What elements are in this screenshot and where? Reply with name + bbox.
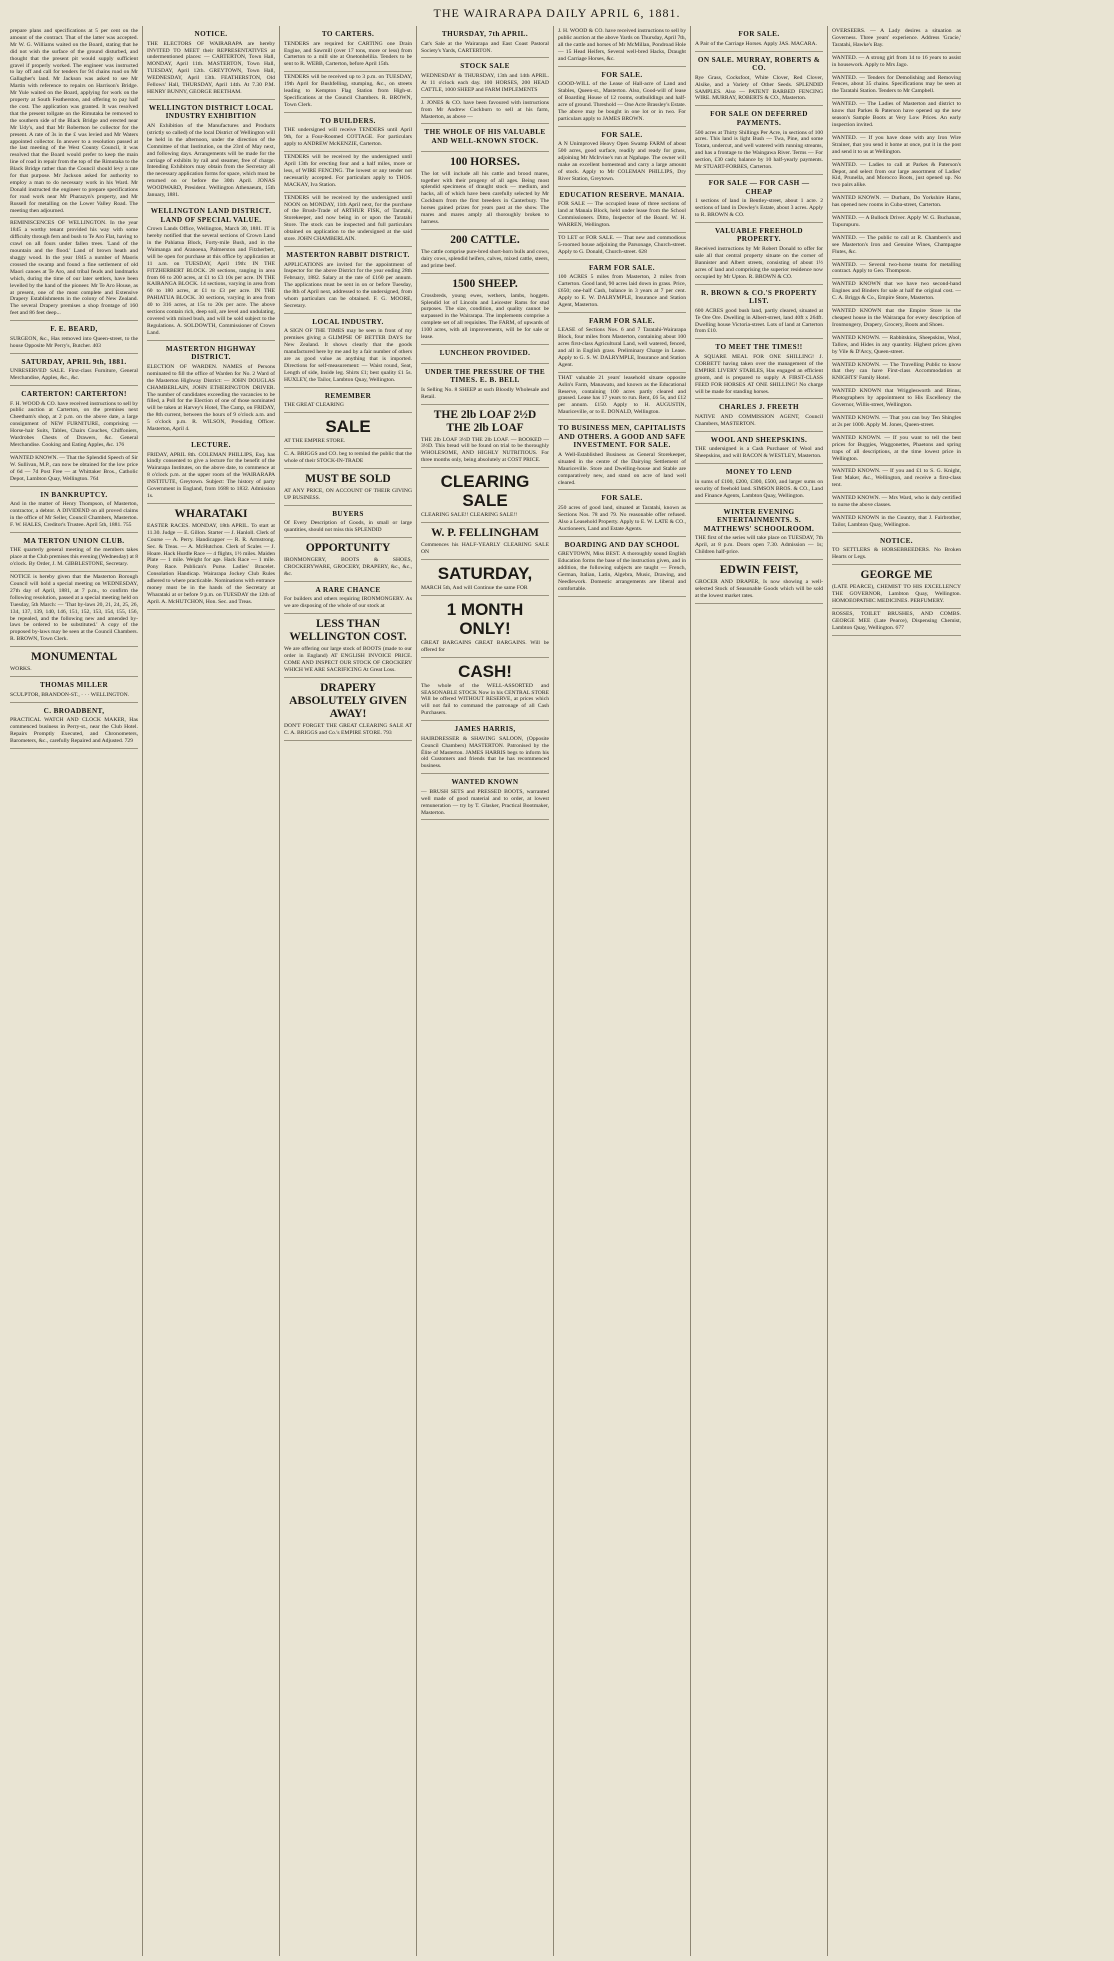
advertisement: [10, 321, 138, 353]
ad-heading: THOMAS MILLER: [39, 681, 109, 690]
ad-body: THE undersigned will receive TENDERS until April 9th, for a Four-Roomed COTTAGE. For particulars apply to ANDREW McKENZIE, Carterton.: [284, 127, 412, 148]
ad-heading: MUST BE SOLD: [305, 472, 391, 485]
advertisement: [10, 453, 138, 487]
ad-body: Is Selling No. 8 SHEEP at such Bloodly Wholesale and Retail.: [421, 386, 549, 400]
advertisement: [421, 58, 549, 97]
ad-heading: TO CARTERS.: [321, 30, 375, 38]
ad-body: Crossbreds, young ewes, wethers, lambs, hoggets. Splendid lot of Lincoln and Leicester Rams for stud purposes. The size, condition, and quality cannot be surpassed in the Wairarapa. The implements comprise a complete set of all requisites. The FARM, of upwards of 1100 acres, with all improvements, will be for sale or lease.: [421, 292, 549, 341]
ad-body: TENDERS will be received up to 3 p.m. on TUESDAY, 19th April for Bushfelling, stumping, &c., on streets leading to Kempton Flag Station from High-st. Specifications at the Council Chambers. R. BROWN, Town Clerk.: [284, 74, 412, 108]
ad-body: TENDERS are required for CARTING one Drain Engine, and Sawmill (over 17 tons, more or less) from Carterton to a mill site at Onetonhelilia. Tenders to be sent to R. WEBB, Carterton, before April 15th.: [284, 40, 412, 68]
advertisement: [284, 538, 412, 582]
ad-body: THE undersigned is a Cash Purchaser of Wool and Sheepskins, and will BACON & WESTLEY, Masterton.: [695, 446, 823, 460]
ad-body: AT ANY PRICE, ON ACCOUNT OF THEIR GIVING UP BUSINESS.: [284, 487, 412, 501]
ad-heading: LECTURE.: [191, 440, 231, 449]
advertisement: [284, 247, 412, 314]
advertisement: [10, 533, 138, 572]
advertisement: [421, 468, 549, 523]
ad-heading: FOR SALE.: [738, 30, 780, 38]
ad-body: WANTED KNOWN that the Empire Store is the cheapest house in the Wairarapa for every description of Ironmongery, Drapery, Grocery, Boots and Shoes.: [832, 308, 961, 328]
advertisement: [421, 596, 549, 658]
ad-body: WANTED KNOWN. — That you can buy Ten Shingles at 2s per 1000. Apply M. Jones, Queen-street.: [832, 414, 961, 428]
advertisement: [284, 152, 412, 193]
ad-body: A Well-Established Business as General Storekeeper, situated in the centre of the Dairying Settlement of Mauriceville. Store and Dwelling-house and Stable are comparatively new, and stand on acre of land well cleared.: [558, 451, 686, 486]
advertisement: [832, 160, 961, 194]
ad-body: WANTED KNOWN that Wrigglesworth and Binns, Photographers by appointment to His Excellency the Governor, Willis-street, Wellington.: [832, 388, 961, 409]
ad-body: ELECTION OF WARDEN. NAMES of Persons nominated to fill the office of Warden for No. 2 Ward of the Masterton Highway District: — JOHN DOUGLAS CHAMBERLAIN, JOHN ETHERINGTON DRIVER. The number of candidates exceeding the vacancies to be filled, a Poll for the Election of one of those nominated will be taken at Harvey's Hotel, The Camp, on FRIDAY, the 8th current, between the hours of 9 o'clock a.m. and 5 o'clock p.m. R. WILSON, Presiding Officer. Masterton, April 4.: [147, 363, 275, 433]
advertisement: [558, 420, 686, 490]
advertisement: [147, 504, 275, 610]
advertisement: [10, 218, 138, 321]
ad-heading: JAMES HARRIS,: [454, 725, 516, 734]
ad-body: J. JONES & CO. have been favoured with instructions from Mr Andrew Cockburn to sell at his farm, Masterton, as above —: [421, 99, 549, 120]
ad-heading: SATURDAY, APRIL 9th, 1881.: [21, 357, 127, 366]
ad-heading: MASTERTON RABBIT DISTRICT.: [286, 250, 410, 259]
advertisement: [421, 98, 549, 125]
ad-body: 250 acres of good land, situated at Taratahi, known as Sections Nos. 78 and 79. No reasonable offer refused. Also a Leasehold Property. Apply to E. W. LATE & CO., Auctioneers, Land and Estate Agents.: [558, 505, 686, 532]
ad-body: WANTED KNOWN. — That the Splendid Speech of Sir W. Sullivan, M.P., can now be obtained for the low price of 6d — 7d Post Free — at Whittaker Bros., Catholic Depot, Lambton Quay, Wellington. 764: [10, 454, 138, 482]
advertisement: [695, 560, 823, 604]
ad-body: THE ELECTORS OF WAIRARAPA are hereby INVITED TO MEET their REPRESENTATIVES at undermentioned places: — CARTERTON, Town Hall, MONDAY, April 11th. MASTERTON, Town Hall, TUESDAY, April 12th. GREYTOWN, Town Hall, WEDNESDAY, April 13th. FEATHERSTON, Old Fellows' Hall, THURSDAY, April 14th. At 7.30 P.M. HENRY BUNNY, GEORGE BEETHAM.: [147, 40, 275, 95]
ad-body: The lot will include all his cattle and brood mares, together with their progeny of all ages. Being most splendid specimens of draught stock — medium, and hacks, all of which have been carefully selected by Mr Cockburn from the first breeders in Canterbury. The horses gained prizes for years past at the show. The mares and mares amply all thoroughly broken to harness.: [421, 170, 549, 225]
column-4: [417, 26, 554, 1956]
ad-body: WANTED KNOWN. — Rabbitskins, Sheepskins, Wool, Tallow, and Hides in any quantity. Highest prices given by Vile & D'Arcy, Queen-street.: [832, 334, 961, 355]
advertisement: [832, 533, 961, 565]
ad-body: And in the matter of Henry Thompson, of Masterton, contractor, a debtor. A DIVIDEND on all proved claims in the office of Mr Seller, Council Chambers, Masterton. F. W. HALES, Creditor's Trustee. April 5th, 1881. 755: [10, 501, 138, 528]
advertisement: [558, 260, 686, 313]
ad-heading: EDWIN FEIST,: [719, 564, 799, 577]
ad-body: A Pair of the Carriage Horses. Apply JAS. MACARA.: [695, 40, 817, 47]
advertisement: [284, 506, 412, 538]
advertisement: [10, 26, 138, 218]
ad-body: TENDERS will be received by the undersigned until NOON on MONDAY, 11th April next, for the purchase of the Brush-Trade of ARTHUR FISK, of Taratahi, Storekeeper, and now being in or upon the Taratahi Store. The stock can be inspected and full particulars obtained on application to the undersigned at the said store. JOHN CHAMBERLAIN.: [284, 194, 412, 243]
advertisement: [284, 469, 412, 506]
ad-body: WANTED KNOWN in the Country, that J. Fairbrother, Tailor, Lambton Quay, Wellington.: [832, 514, 961, 528]
ad-heading: FARM FOR SALE.: [589, 263, 655, 272]
ad-heading: GEORGE ME: [860, 569, 933, 582]
advertisement: [421, 124, 549, 151]
ad-heading: SATURDAY,: [437, 563, 533, 583]
ad-body: Commences his HALF-YEARLY CLEARING SALE ON: [421, 542, 549, 555]
ad-body: in sums of £100, £200, £300, £500, and larger sums on security of freehold land. SIMSON BROS. & CO., Land and Finance Agents, Lambton Quay, Wellington.: [695, 478, 823, 499]
ad-heading: NOTICE.: [194, 30, 228, 38]
column-7: [828, 26, 965, 1956]
ad-body: WANTED. — Ladies to call at Parkes & Paterson's Depot, and select from our large assortment of Ladies' Kid, Prunella, and Morocco Boots, just opened up. No two pairs alike.: [832, 161, 961, 189]
ad-body: A SIGN OF THE TIMES may be seen in front of my premises giving a GLIMPSE OF BETTER DAYS for New Zealand. It shows clearly that the goods manufactured here by me and by a fair number of others are as good value as anything that is imported. Directions for self-measurement: — Waist round, Seat, Length of side, Inside leg. Shirts £1; best quality £1 5s. HUXLEY, the Tailor, Lambton Quay, Wellington.: [284, 328, 412, 383]
ad-body: OVERSEERS. — A Lady desires a situation as Governess. Three years' experience. Address 'Gracie,' Taratahi, Hawke's Bay.: [832, 28, 961, 48]
ad-body: WANTED KNOWN. — The Travelling Public to know that they can have First-class Accommodation at KNIGHTS' Family Hotel.: [832, 361, 961, 382]
advertisement: [10, 677, 138, 703]
ad-body: DON'T FORGET THE GREAT CLEARING SALE AT C. A. BRIGGS and Co.'s EMPIRE STORE. 793: [284, 722, 412, 736]
ad-heading: WELLINGTON DISTRICT LOCAL INDUSTRY EXHIBITION: [148, 103, 274, 121]
advertisement: [284, 388, 412, 414]
advertisement: [147, 341, 275, 437]
ad-body: — BRUSH SETS and PRESSED BOOTS, warranted well made of good material and to order, at lowest remuneration — try by T. Glasker, Practical Bootmaker, Masterton.: [421, 788, 549, 816]
ad-heading: VALUABLE FREEHOLD PROPERTY.: [715, 226, 803, 244]
ad-heading: MA TERTON UNION CLUB.: [23, 536, 125, 545]
ad-body: TENDERS will be received by the undersigned until April 13th for erecting four and a half miles, more or less, of WIRE FENCING. The lowest or any tender not necessarily accepted. For particulars apply to THOS. MACKAY, Iva Station.: [284, 154, 412, 188]
ad-heading: 1 MONTH ONLY!: [446, 599, 524, 638]
advertisement: [695, 52, 823, 107]
advertisement: [10, 647, 138, 677]
ad-body: GOOD-WILL of the Lease of Hall-acre of Land and Stables, Queen-st., Masterton. Also, Good-will of lease of Boarding House of 12 rooms, outbuildings and half-acre of ground. Threshold — One Acre Brassley's Estate. The above may be bought in one lot or in two. For particulars apply to JAMES BROWN.: [558, 81, 686, 122]
advertisement: [832, 565, 961, 609]
ad-heading: LESS THAN WELLINGTON COST.: [289, 618, 407, 644]
ad-body: EASTER RACES. MONDAY, 18th APRIL. To start at 11.30. Judge — E. Gillon. Starter — J. Hanloll. Clerk of Course — A. Perry. Handicapper — R. R. Armstrong. Sec. & Treas. — A. McHutchon. Clerk of Scales — J. Hoare. Hack Hurdle Race — 4 flights, 1½ miles. Maiden Plate — 1 mile. Weight for age. Hack Race — 1 mile. Pony Race. Publican's Purse. Ladies' Bracelet. Consolation Handicap. Wairarapa Jockey Club Rules adhered to where practicable. Nominations with entrance money must be in the hands of the Secretary at Wharataki at or before 9 p.m. on TUESDAY the 12th of April. A. McHUTCHON, Hon. Sec. and Treas.: [147, 522, 275, 605]
ad-body: UNRESERVED SALE. First-class Furniture, General Merchandise, Apples, &c., &c.: [10, 368, 138, 382]
ad-body: CLEARING SALE!! CLEARING SALE!!: [421, 512, 518, 519]
ad-heading: LOCAL INDUSTRY.: [312, 317, 384, 326]
ad-body: THE GREAT CLEARING: [284, 402, 344, 409]
ad-body: A N Unimproved Heavy Open Swamp FARM of about 500 acres, good surface, readily and ready for grass, adjoining Mr McIrvine's run at Ngahape. The owner will make an excellent homestead and carry a large amount of stock. Apply to Mr COLEMAN PHILLIPS, Dry River Station, Greytown.: [558, 141, 686, 182]
ad-body: WANTED. — Tenders for Demolishing and Removing Fences, about 35 chains. Specifications may be seen at the Taratahi Station. Tenders to Mr Campbell.: [832, 74, 961, 95]
ad-heading: MONUMENTAL: [30, 651, 118, 664]
ad-body: C. A. BRIGGS and CO. beg to remind the public that the whole of their STOCK-IN-TRADE: [284, 451, 412, 465]
masthead: THE WAIRARAPA DAILY APRIL 6, 1881.: [433, 6, 681, 20]
ad-heading: FOR SALE.: [601, 70, 643, 79]
advertisement: [832, 99, 961, 133]
advertisement: [558, 537, 686, 597]
ad-heading: WELLINGTON LAND DISTRICT. LAND OF SPECIAL VALUE.: [150, 207, 272, 224]
ad-heading: BOARDING AND DAY SCHOOL: [564, 540, 680, 549]
advertisement: [832, 279, 961, 306]
ad-heading: WANTED KNOWN: [451, 778, 519, 787]
ad-heading: LUNCHEON PROVIDED.: [439, 348, 531, 357]
ad-body: WANTED KNOWN. — Durham, Do Yorkshire Hams, has opened new rooms in Cuba-street, Carterton.: [832, 195, 961, 209]
advertisement: [832, 413, 961, 433]
advertisement: [147, 203, 275, 341]
ad-body: We are offering our large stock of BOOTS (made to our order in England) AT ENGLISH INVOICE PRICE. COME AND INSPECT OUR STOCK OF CROCKERY WHICH WE ARE SACRIFICING At Great Loss.: [284, 646, 412, 673]
ad-heading: FOR SALE.: [601, 494, 643, 503]
ad-body: NOTICE is hereby given that the Masterton Borough Council will hold a special meeting on WEDNESDAY, 27th day of April, 1881, at 7 p.m., to confirm the following resolution, passed at a special meeting held on Tuesday, 5th March: — 'That by-laws 20, 21, 24, 25, 26, 134, 137, 139, 140, 146, 151, 152, 153, 154, 155, 156, be repealed, and the following new and amended by-laws be ordered to be substituted.' A copy of the proposed by-laws may be seen at the Council Chambers. R. BROWN, Town Clerk.: [10, 574, 138, 643]
advertisement: [284, 314, 412, 388]
column-1: [6, 26, 143, 1956]
ad-heading: BUYERS: [332, 509, 364, 518]
advertisement: [284, 193, 412, 247]
advertisement: [695, 432, 823, 464]
ad-body: THE first of the series will take place on TUESDAY, 7th April, at 8 p.m. Doors open 7.30. Admission — 1s; Children half-price.: [695, 535, 823, 556]
advertisement: [284, 72, 412, 113]
ad-body: 500 acres at Thirty Shillings Per Acre, in sections of 100 acres. This land is light Bush — Twa, Pine, and some Totara, undercut, and well watered with running streams, and has a frontage to the Waingawa River. Terms — For section, £30 cash; balance by 10 half-yearly payments. Mr STUART-FORBES, Carterton.: [695, 129, 823, 171]
advertisement: [695, 399, 823, 431]
advertisement: [832, 193, 961, 213]
ad-body: SURGEON, &c., Has removed into Queen-street, to the house Opposite Mr Perry's, Butcher. 403: [10, 335, 138, 349]
ad-heading: DRAPERY ABSOLUTELY GIVEN AWAY!: [289, 681, 407, 720]
advertisement: [558, 313, 686, 373]
ad-body: 1 sections of land in Bentley-street, about 1 acre. 2 sections of land in Dowley's Estate, about 3 acres. Apply to R. BROWN & CO.: [695, 198, 823, 218]
advertisement: [558, 490, 686, 536]
column-6: [691, 26, 828, 1956]
advertisement: [695, 106, 823, 175]
advertisement: [421, 364, 549, 405]
advertisement: [832, 513, 961, 533]
ad-body: THE quarterly general meeting of the members takes place at the Club premises this evening (Wednesday) at 8 o'clock. By Order, J. M. GIBBLESTONE, Secretary.: [10, 547, 139, 568]
ad-body: LEASE of Sections Nos. 6 and 7 Taratahi-Wairarapa Block, four miles from Masterton, containing about 100 acres first-class Agricultural Land, well watered, fenced, and all in English grass. Preliminary Charge in Lease. Apply to G. S. W. DALRYMPLE, Insurance and Station Agent.: [558, 327, 686, 368]
ad-heading: 200 CATTLE.: [450, 233, 520, 246]
advertisement: [147, 437, 275, 504]
advertisement: [832, 260, 961, 280]
column-2: [143, 26, 280, 1956]
advertisement: [832, 73, 961, 100]
ad-body: ROSSES, TOILET BRUSHES, AND COMBS. GEORGE MEE (Late Pearce), Dispensing Chemist, Lambton Quay, Wellington. 677: [832, 610, 961, 631]
ad-body: F. H. WOOD & CO. have received instructions to sell by public auction at Carterton, on the premises next Cheetham's shop, at 2 p.m. on the above date, a large consignment of NEW FURNITURE, comprising — Horse-hair Suits, Tables, Chairs Couches, Chiffoniers, Wardrobes Chests of Drawers, &c. General Merchandise. Cooking and Eating Apples, &c. 176: [10, 400, 138, 448]
ad-heading: WINTER EVENING ENTERTAINMENTS. S. MATTHEWS' SCHOOLROOM.: [703, 507, 815, 533]
ad-heading: STOCK SALE: [460, 62, 510, 71]
column-5: [554, 26, 691, 1956]
advertisement: [421, 345, 549, 364]
ad-body: J. H. WOOD & CO. have received instructions to sell by public auction at the above Yards on Thursday, April 7th, all the cattle and horses of Mr McMillan, Pondroad Hole — 15 Head Heifers, Several well-bred Hacks, Draught and Carriage Horses, &c.: [558, 28, 686, 62]
ad-body: GREAT BARGAINS GREAT BARGAINS. Will be offered for: [421, 639, 549, 653]
ad-body: SCULPTOR, BRANDON-ST., · · · WELLINGTON.: [10, 691, 130, 698]
ad-body: WANTED. — If you have done with any Iron Wire Strainer, that you send it home at once, put it in the post and send it to us at Wellington.: [832, 134, 961, 155]
ad-heading: FARM FOR SALE.: [589, 316, 655, 325]
ad-body: Of Every Description of Goods, in small or large quantities, should not miss this SPLENDID: [284, 520, 412, 534]
advertisement: [832, 333, 961, 360]
ad-body: WANTED. — A Bullock Driver. Apply W. G. Buchanan, Tupurupuru.: [832, 215, 961, 228]
ad-body: prepare plans and specifications at 5 per cent on the amount of the contract. That of the latter was accepted. Mr W. G. Williams waited on the Board, stating that he did not wish the surface of the ground disturbed, and thought that the present pit would supply sufficient gravel if properly worked. The engineer was instructed to lay off and call for tenders for 94 chains road on Mr Gallagher's land. Mr Jackson was asked to see Mr Martin with reference to repairs on Harrison's Bridge. Mr Yule waited on the Board, applying for work on the property at South Featherston, and offering to pay half the cost. The application was granted. It was resolved that the present tollgate on the Rimutaka be removed to the southern side of the Black Bridge and erected near Mr Udy's, and that Mr Robertson be collector for the present. A rate of 3s in the £ was levied and Mr Waters appointed collector. In answer to a resolution passed at the last meeting of the West County Council, it was resolved that the Board would prefer to keep the main line of road in repair from the top of the Rimutaka to the Black Bridge rather than the Council should levy a rate for that purpose. Mr Jackson asked for authority to employ a man to do necessary work in his Ward. Mr Donald instructed the engineer to prepare specifications for road work near Mr Pharazyn's property, and Mr Russell for metalling on the Lower Valley Road. The meeting then adjourned.: [10, 28, 138, 214]
ad-heading: CARTERTON! CARTERTON!: [21, 389, 127, 398]
advertisement: [695, 26, 823, 52]
ad-heading: FOR SALE.: [601, 130, 643, 139]
advertisement: [421, 152, 549, 230]
ad-heading: R. BROWN & CO.'S PROPERTY LIST.: [701, 288, 817, 306]
ad-heading: THE WHOLE OF HIS VALUABLE AND WELL-KNOWN STOCK.: [424, 128, 546, 146]
advertisement: [421, 560, 549, 596]
ad-body: WANTED KNOWN that we have two second-hand Engines and Binders for sale at half the original cost. — C. A. Briggs & Co., Empire Store, Masterton.: [832, 281, 961, 302]
advertisement: [832, 133, 961, 160]
ad-heading: REMEMBER: [324, 391, 372, 400]
ad-body: GREYTOWN, Miss BEST. A thoroughly sound English Education forms the base of the instruction given, and in addition, the following subjects are taught — French, German, Italian, Latin, Algebra, Music, Drawing, and Needlework. Domestic arrangements are liberal and comfortable.: [558, 551, 686, 592]
ad-body: WANTED. — A strong girl from 14 to 16 years to assist in housework. Apply to Mrs Jago.: [832, 54, 961, 68]
ad-heading: UNDER THE PRESSURE OF THE TIMES. E. B. BELL: [424, 367, 546, 385]
advertisement: [421, 658, 549, 722]
advertisement: [284, 113, 412, 152]
ad-body: TO LET or FOR SALE. — That new and commodious 5-roomed house adjoining the Parsonage, Church-street. Apply to G. Donald, Church-street. 628: [558, 234, 686, 255]
ad-body: MARCH 5th, And will Continue the same FOR: [421, 584, 528, 591]
ad-body: Cat's Sale at the Wairarapa and East Coast Pastoral Society's Yards, CARTERTON.: [421, 40, 549, 54]
ad-heading: SALE: [325, 417, 371, 437]
ad-heading: MONEY TO LEND: [725, 468, 793, 477]
ad-heading: F. E. BEARD,: [50, 325, 98, 334]
ad-body: APPLICATIONS are invited for the appointment of Inspector for the above District for the year ending 28th February, 1882. Salary at the rate of £160 per annum. The applications must be sent in on or before Tuesday, the 8th of April next, addressed to the undersigned, from whom particulars can be obtained. F. G. MOORE, Secretary.: [284, 261, 412, 309]
ad-body: AT THE EMPIRE STORE.: [284, 438, 346, 445]
ad-body: REMINISCENCES OF WELLINGTON. In the year 1845 a worthy tenant provided his way with some difficulty through fern and bush to Te Aro Flat, having to crawl on all fours under fallen trees. 'Land of the mountain and the flood.' Land of brown heath and shaggy wood. In the year 1845 a number of Maoris crossed the swamp and found a fine settlement of old Maori canoes at Te Aro, and tribal feuds and landmarks which, during the time of our later settlers, have been levelled by the hand of the pioneer. Mr Te Aro House, as at present, one of the most complete and Extensive Drapery Establishments in the colony of New Zealand. The several Drapery premises a shop frontage of 160 feet and 86 feet deep...: [10, 220, 138, 317]
ad-heading: EDUCATION RESERVE. MANAIA.: [559, 190, 685, 199]
ad-body: GROCER AND DRAPER, Is now showing a well-selected Stock of Seasonable Goods which will be sold at the lowest market rates.: [695, 579, 823, 599]
advertisement: [421, 523, 549, 560]
advertisement: [10, 386, 138, 453]
advertisement: [421, 405, 549, 469]
advertisement: [147, 26, 275, 100]
ad-body: Rye Grass, Cocksfoot, White Clover, Red Clover, Alsike, and a Variety of Other Seeds. SPLENDID SAMPLES. Also — PATENT BARBED FENCING WIRE. MURRAY, ROBERTS & CO., Masterton.: [695, 74, 823, 102]
advertisement: [284, 678, 412, 741]
ad-body: FRIDAY, APRIL 8th. COLEMAN PHILLIPS, Esq. has kindly consented to give a lecture for the benefit of the Wairarapa Institutes, on the above date, to commence at 8 o'clock p.m. at the upper room of the WAIRARAPA INSTITUTE, Greytown. Subject: The history of party Government in England, from 1688 to 1832. Admission 1s.: [147, 451, 275, 499]
ad-body: WANTED KNOWN. — If you and £1 to S. G. Knight, Tent Maker, &c., Wellington, and receive a first-class tent.: [832, 468, 961, 489]
ad-heading: TO BUSINESS MEN, CAPITALISTS AND OTHERS. A GOOD AND SAFE INVESTMENT. FOR SALE.: [558, 424, 686, 450]
advertisement: [832, 386, 961, 413]
advertisement: [421, 230, 549, 274]
advertisement: [10, 572, 138, 647]
ad-heading: W. P. FELLINGHAM: [431, 527, 539, 540]
ad-body: TO SETTLERS & HORSEBREEDERS. No Broken Hearts or Legs.: [832, 547, 961, 561]
ad-body: THAT valuable 21 years' leasehold situate opposite Aslin's Farm, Manawatu, and known as the Educational Reserve, containing 100 acres partly cleared and grassed. Lease has 17 years to run. Rent, £6 5s, and £12 per annum. £150. Apply to H. AUGUSTIN, Mauriceville, or to E. DONALD, Wellington.: [558, 374, 686, 416]
ad-heading: NOTICE.: [880, 536, 913, 545]
advertisement: [832, 53, 961, 73]
ad-body: The cattle comprise pure-bred short-horn bulls and cows, dairy cows, splendid heifers, calves, mixed cattle, steers, and prime beef.: [421, 248, 549, 269]
ad-body: PRACTICAL WATCH AND CLOCK MAKER, Has commenced business in Perry-st., near the Club Hotel. Repairs Promptly Executed, and Chronometers, Barometers, &c., carefully Repaired and Adjusted. 729: [10, 717, 138, 744]
advertisement: [284, 413, 412, 449]
ad-heading: OPPORTUNITY: [305, 542, 391, 555]
ad-body: AN Exhibition of the Manufactures and Products (strictly so called) of the local District of Wellington will be held in the afternoon, under the direction of the Committee of that Institution, on the 23rd of May next, and following days. Arrangements will be made for the carriage of exhibits by rail and steamer, free of charge. Intending Exhibitors may obtain from the Secretary all the necessary application forms for space, which must be returned on or before the 30th April. JONAS WOODWARD, President. Wellington Athenaeum, 15th January, 1881.: [147, 123, 275, 199]
advertisement: [558, 26, 686, 67]
advertisement: [832, 609, 961, 636]
ad-heading: MASTERTON HIGHWAY DISTRICT.: [165, 344, 257, 362]
advertisement: [695, 285, 823, 340]
ad-heading: ON SALE. MURRAY, ROBERTS & CO.: [697, 55, 821, 73]
advertisement: [421, 721, 549, 774]
advertisement: [832, 433, 961, 467]
ad-body: WANTED. — Several two-horse teams for metalling contract. Apply to Geo. Thompson.: [832, 261, 961, 275]
advertisement: [695, 464, 823, 503]
advertisement: [10, 354, 138, 386]
advertisement: [832, 213, 961, 233]
ad-heading: THE 2lb LOAF 2½D THE 2lb LOAF: [433, 408, 537, 434]
ad-heading: C. BROADBENT,: [43, 706, 105, 715]
advertisement: [832, 493, 961, 513]
ad-body: Crown Lands Office, Wellington, March 30, 1881. IT is hereby notified that the several sections of Crown Land in the Pahiatua Block, Forty-mile Bush, and in the Waimanga and Aranoeua, Palmerston and Fitzherbert, will be open for purchase at this office by application at 11 a.m. on TUESDAY, April 19th: IN THE FITZHERBERT BLOCK. 28 sections, ranging in area from 66 to 200 acres, at £1 to £3 10s per acre. IN THE KAIRANGA BLOCK. 14 sections, varying in area from 60 to 180 acres, at £1 to £3 per acre. IN THE PAHIATUA BLOCK. 30 sections, varying in area from 40 to 316 acres, at 15s to 20s per acre. The above sections contain rich, deep soil, are level and undulating, covered with mixed bush, and will be sold subject to the Regulations. A. SOLDOWTH, Commissioner of Crown Land.: [147, 226, 275, 336]
advertisement: [832, 360, 961, 387]
ad-body: WANTED KNOWN. — Mrs Ward, who is duly certified to nurse the above classes.: [832, 495, 961, 509]
ad-heading: FOR SALE ON DEFERRED PAYMENTS.: [710, 110, 808, 127]
advertisement: [832, 26, 961, 53]
ad-body: WORKS.: [10, 666, 32, 673]
ad-heading: 100 HORSES.: [450, 155, 520, 168]
column-3: [280, 26, 417, 1956]
ad-body: WEDNESDAY & THURSDAY, 13th and 14th APRIL. At 11 o'clock each day. 100 HORSES, 200 HEAD CATTLE, 1000 SHEEP and FARM IMPLEMENTS: [421, 73, 549, 93]
ad-body: WANTED KNOWN. — If you want to tell the best prices for Buggies, Waggonettes, Phaetons and spring traps of all descriptions, at the time lowest price in Wellington.: [832, 434, 961, 462]
ad-body: 600 ACRES good bush land, partly cleared, situated at Te Ore Ore. Dwelling in Albert-street, land 40ft x 264ft. Dwelling house Victoria-street. Lots of land at Carterton from £10.: [695, 307, 823, 335]
advertisement: [284, 26, 412, 72]
advertisement: [695, 175, 823, 223]
advertisement: [284, 449, 412, 469]
ad-body: FOR SALE — The occupied lease of three sections of land at Manaia Block, held under lease from the School Commissioners. Ditto, Inspector of the Board. W. H. WARREN, Wellington.: [558, 201, 686, 228]
ad-heading: THURSDAY, 7th APRIL.: [441, 30, 529, 38]
advertisement: [558, 233, 686, 260]
ad-heading: CHARLES J. FREETH: [718, 403, 800, 412]
ad-body: The whole of the WELL-ASSORTED and SEASONABLE STOCK Now in his CENTRAL STORE Will be offered WITHOUT RESERVE, at prices which will not fail to command the patronage of all Cash Purchasers.: [421, 682, 549, 717]
ad-heading: IN BANKRUPTCY.: [40, 490, 108, 499]
ad-heading: TO BUILDERS.: [320, 116, 376, 125]
advertisement: [284, 614, 412, 678]
ad-heading: WHARATAKI: [174, 507, 248, 520]
advertisement: [421, 274, 549, 345]
ad-heading: CLEARING SALE: [440, 472, 530, 511]
advertisement: [832, 466, 961, 493]
ad-body: NATIVE AND COMMISSION AGENT, Council Chambers, MASTERTON.: [695, 414, 823, 427]
advertisement: [695, 504, 823, 561]
ad-body: IRONMONGERY, BOOTS & SHOES, CROCKERYWARE, GROCERY, DRAPERY, &c., &c., &c.: [284, 557, 412, 577]
advertisement: [147, 100, 275, 203]
advertisement: [284, 582, 412, 614]
ad-heading: TO MEET THE TIMES!!: [715, 343, 803, 352]
ad-heading: CASH!: [458, 661, 512, 681]
advertisement: [421, 26, 549, 58]
advertisement: [832, 306, 961, 333]
columns-container: [6, 26, 1108, 1956]
ad-body: A SQUARE MEAL FOR ONE SHILLING! J. CORBETT having taken over the management of the EMPIRE LIVERY STABLES, Has engaged an efficient groom, and is prepared to supply A FIRST-CLASS FEED FOR HORSES AT ONE SHILLING! No charge will be made for standing horses.: [695, 353, 823, 395]
ad-body: WANTED. — The Ladies of Masterton and district to know that Parkes & Paterson have opened up the new season's Sample Boots at Very Low Prices. An early inspection invited.: [832, 101, 961, 128]
ad-body: HAIRDRESSER & SHAVING SALOON, (Opposite Council Chambers) MASTERTON. Patronised by the Élite of Masterton. JAMES HARRIS begs to inform his old Customers and friends that he has recommenced business.: [421, 735, 549, 770]
ad-body: THE 2lb LOAF 3½D THE 2lb LOAF. — BOOKED — 3½D. This bread will be found on trial to be thoroughly WHOLESOME, AND HIGHLY NUTRITIOUS. For three months only, being absolutely at COST PRICE.: [421, 436, 549, 464]
advertisement: [695, 339, 823, 399]
advertisement: [10, 703, 138, 749]
ad-body: WANTED. — The public to call at R. Chambers's and see Masterton's Iron and Genuine Wines, Champagne Flutes, &c.: [832, 234, 961, 255]
advertisement: [695, 223, 823, 285]
ad-body: For builders and others requiring IRONMONGERY. As we are disposing of the whole of our stock at: [284, 596, 412, 610]
advertisement: [558, 67, 686, 127]
ad-heading: 1500 SHEEP.: [452, 277, 518, 290]
advertisement: [558, 127, 686, 187]
advertisement: [421, 774, 549, 820]
advertisement: [558, 373, 686, 420]
advertisement: [558, 187, 686, 233]
ad-heading: A RARE CHANCE: [315, 585, 381, 594]
ad-heading: FOR SALE — FOR CASH — CHEAP: [708, 178, 810, 196]
ad-body: (LATE PEARCE), CHEMIST TO HIS EXCELLENCY THE GOVERNOR, Lambton Quay, Wellington. HOMOEOPATHIC MEDICINES. PERFUMERY.: [832, 584, 961, 604]
advertisement: [832, 233, 961, 260]
ad-body: 100 ACRES 5 miles from Masterton, 2 miles from Carterton. Good land, 90 acres laid down in grass. Price, £650; one-half Cash, balance in 3 years at 7 per cent. Apply to E. W. DALRYMPLE, Insurance and Station Agent, Masterton.: [558, 274, 686, 308]
ad-heading: WOOL AND SHEEPSKINS.: [710, 435, 808, 444]
ad-body: Received instructions by Mr Robert Donald to offer for sale all that central property situate on the corner of Bannister and Albert streets, consisting of about 1½ acres of land and comprising the superior residence now occupied by Mr Upton. R. BROWN & CO.: [695, 246, 823, 280]
advertisement: [10, 487, 138, 533]
